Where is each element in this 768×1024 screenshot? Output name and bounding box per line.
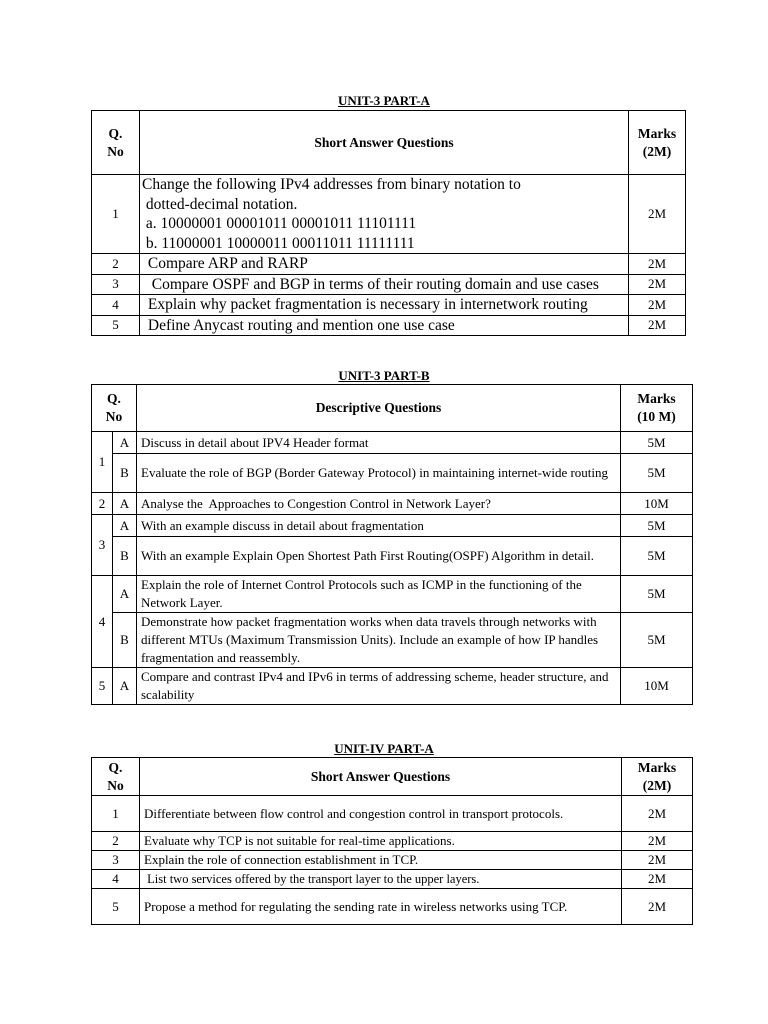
question-text: Compare ARP and RARP <box>140 254 629 275</box>
question-text: Explain the role of connection establishment in TCP. <box>140 851 622 870</box>
question-text: Propose a method for regulating the sending rate in wireless networks using TCP. <box>140 889 622 925</box>
sub-question-label: A <box>113 493 137 515</box>
question-number: 2 <box>92 832 140 851</box>
marks-header: Marks (2M) <box>622 758 693 796</box>
marks-header: Marks (10 M) <box>621 385 693 432</box>
sub-question-label: B <box>113 454 137 493</box>
question-marks: 2M <box>622 851 693 870</box>
table-row <box>92 315 686 336</box>
question-number: 5 <box>92 315 140 336</box>
question-marks: 5M <box>621 613 693 668</box>
unit3-part-a-table <box>91 110 686 336</box>
question-text: Evaluate the role of BGP (Border Gateway Protocol) in maintaining internet-wide routing <box>137 454 621 493</box>
question-text: With an example discuss in detail about fragmentation <box>137 515 621 537</box>
question-header: Short Answer Questions <box>140 111 629 175</box>
question-number: 4 <box>92 870 140 889</box>
question-number: 1 <box>92 432 113 493</box>
question-number: 1 <box>92 796 140 832</box>
question-marks: 2M <box>629 254 686 275</box>
question-number: 1 <box>92 175 140 254</box>
section-title-unit4-part-a: UNIT-IV PART-A <box>334 741 434 756</box>
table-header-row <box>92 758 693 796</box>
unit4-part-a-table <box>91 757 693 925</box>
section-title-unit3-part-a: UNIT-3 PART-A <box>338 93 430 108</box>
table-row <box>92 175 686 254</box>
question-marks: 5M <box>621 454 693 493</box>
question-marks: 2M <box>629 274 686 295</box>
question-text: Analyse the Approaches to Congestion Control in Network Layer? <box>137 493 621 515</box>
table-row <box>92 432 693 454</box>
question-number: 5 <box>92 889 140 925</box>
question-marks: 2M <box>622 889 693 925</box>
question-text: Explain the role of Internet Control Protocols such as ICMP in the functioning of the Network Layer. <box>137 576 621 613</box>
question-text: Change the following IPv4 addresses from binary notation to dotted-decimal notation. a. 10000001 00001011 00001011 11101111 b. 11000001 10000011 00011011 11111111 <box>140 175 629 254</box>
marks-header: Marks (2M) <box>629 111 686 175</box>
qno-header: Q. No <box>92 758 140 796</box>
question-marks: 2M <box>622 832 693 851</box>
question-marks: 5M <box>621 515 693 537</box>
question-number: 4 <box>92 576 113 668</box>
table-row <box>92 870 693 889</box>
question-text: Explain why packet fragmentation is necessary in internetwork routing <box>140 295 629 316</box>
table-row <box>92 668 693 705</box>
table-row <box>92 454 693 493</box>
table-row <box>92 515 693 537</box>
table-row <box>92 851 693 870</box>
question-text: List two services offered by the transport layer to the upper layers. <box>140 870 622 889</box>
sub-question-label: A <box>113 668 137 705</box>
question-number: 3 <box>92 274 140 295</box>
qno-header: Q. No <box>92 111 140 175</box>
question-marks: 2M <box>629 295 686 316</box>
sub-question-label: B <box>113 613 137 668</box>
sub-question-label: A <box>113 576 137 613</box>
question-text: Compare and contrast IPv4 and IPv6 in terms of addressing scheme, header structure, and scalability <box>137 668 621 705</box>
table-row <box>92 295 686 316</box>
question-text: Compare OSPF and BGP in terms of their routing domain and use cases <box>140 274 629 295</box>
table-row <box>92 889 693 925</box>
question-marks: 10M <box>621 668 693 705</box>
question-marks: 2M <box>629 315 686 336</box>
question-text: Define Anycast routing and mention one use case <box>140 315 629 336</box>
sub-question-label: A <box>113 432 137 454</box>
question-header: Descriptive Questions <box>137 385 621 432</box>
unit3-part-b-table <box>91 384 693 705</box>
question-number: 5 <box>92 668 113 705</box>
table-row <box>92 493 693 515</box>
qno-header: Q. No <box>92 385 137 432</box>
question-marks: 2M <box>622 870 693 889</box>
question-text: Demonstrate how packet fragmentation works when data travels through networks with different MTUs (Maximum Transmission Units). Include an example of how IP handles fragmentation and reassembly. <box>137 613 621 668</box>
table-row <box>92 254 686 275</box>
question-marks: 2M <box>629 175 686 254</box>
table-row <box>92 613 693 668</box>
question-text: Differentiate between flow control and congestion control in transport protocols. <box>140 796 622 832</box>
table-row <box>92 274 686 295</box>
table-row <box>92 832 693 851</box>
question-number: 4 <box>92 295 140 316</box>
question-text: With an example Explain Open Shortest Path First Routing(OSPF) Algorithm in detail. <box>137 537 621 576</box>
question-text: Evaluate why TCP is not suitable for real-time applications. <box>140 832 622 851</box>
table-row <box>92 576 693 613</box>
question-text: Discuss in detail about IPV4 Header format <box>137 432 621 454</box>
question-marks: 5M <box>621 537 693 576</box>
question-number: 3 <box>92 515 113 576</box>
table-header-row <box>92 111 686 175</box>
question-header: Short Answer Questions <box>140 758 622 796</box>
question-marks: 5M <box>621 432 693 454</box>
sub-question-label: B <box>113 537 137 576</box>
table-header-row <box>92 385 693 432</box>
question-marks: 5M <box>621 576 693 613</box>
question-marks: 10M <box>621 493 693 515</box>
question-number: 2 <box>92 493 113 515</box>
question-number: 2 <box>92 254 140 275</box>
section-title-unit3-part-b: UNIT-3 PART-B <box>338 368 430 383</box>
table-row <box>92 537 693 576</box>
sub-question-label: A <box>113 515 137 537</box>
question-marks: 2M <box>622 796 693 832</box>
question-number: 3 <box>92 851 140 870</box>
table-row <box>92 796 693 832</box>
